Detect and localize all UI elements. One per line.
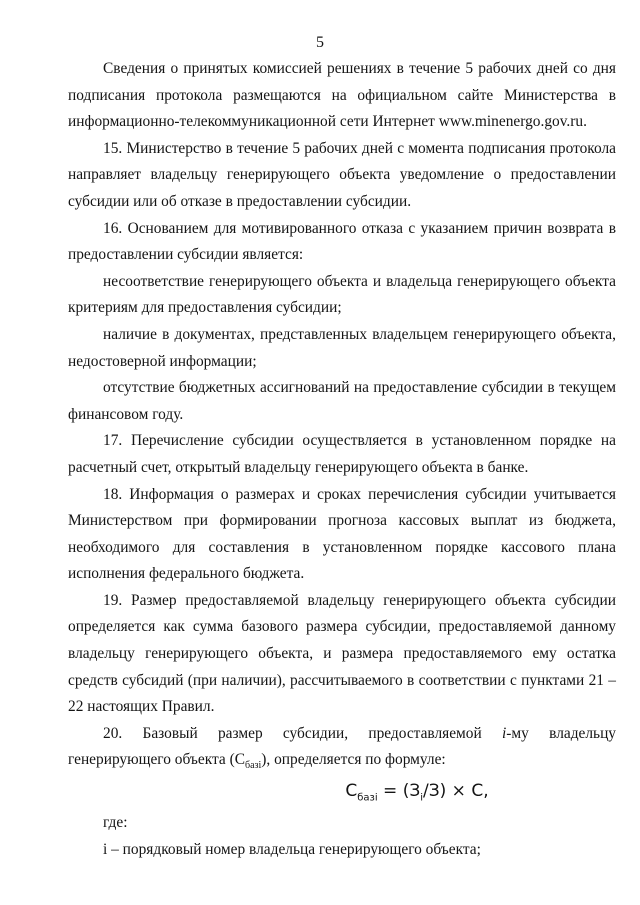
- formula-rhs-subscript: i: [420, 792, 424, 804]
- paragraph-publication: Сведения о принятых комиссией решениях в течение 5 рабочих дней со дня подписания протокола размещаются на официальном сайте Министерства в информационно-телекоммуникационной сети Интернет www.minenergo.gov.ru.: [68, 60, 616, 131]
- document-body: [68, 56, 616, 863]
- formula-lhs: С: [345, 781, 358, 802]
- paragraph-20-i-variable: i: [502, 724, 507, 742]
- paragraph-19: 19. Размер предоставляемой владельцу генерирующего объекта субсидии определяется как сумма базового размера субсидии, предоставляемой данному владельцу генерирующего объекта, и размера предоставляемого ему остатка средств субсидий (при наличии), рассчитываемого в соответствии с пунктами 21 – 22 настоящих Правил.: [68, 591, 616, 716]
- formula-lhs-subscript: базi: [357, 792, 378, 804]
- formula-rest: /З) × С,: [423, 781, 489, 802]
- paragraph-17: 17. Перечисление субсидии осуществляется в установленном порядке на расчетный счет, открытый владельцу генерирующего объекта в банке.: [68, 432, 616, 476]
- page-number: 5: [316, 34, 324, 51]
- paragraph-15: 15. Министерство в течение 5 рабочих дней с момента подписания протокола направляет владельцу генерирующего объекта уведомление о предоставлении субсидии или об отказе в предоставлении субсидии.: [68, 139, 616, 210]
- paragraph-20-tail: ), определяется по формуле:: [261, 751, 446, 769]
- where-label: где:: [103, 814, 128, 832]
- paragraph-20-lead: 20. Базовый размер субсидии, предоставляемой: [103, 724, 503, 742]
- paragraph-18: 18. Информация о размерах и сроках перечисления субсидии учитывается Министерством при формировании прогноза кассовых выплат из бюджета, необходимого для составления в установленном порядке кассового плана исполнения федерального бюджета.: [68, 485, 616, 583]
- definition-i: i – порядковый номер владельца генерирующего объекта;: [103, 840, 481, 858]
- paragraph-16-item-1: несоответствие генерирующего объекта и владельца генерирующего объекта критериям для предоставления субсидии;: [68, 272, 616, 317]
- paragraph-16-item-3: отсутствие бюджетных ассигнований на предоставление субсидии в текущем финансовом году.: [68, 379, 616, 423]
- formula: [218, 776, 616, 806]
- paragraph-20: [68, 721, 616, 774]
- paragraph-16-item-2: наличие в документах, представленных владельцем генерирующего объекта, недостоверной информации;: [68, 325, 616, 370]
- paragraph-16: 16. Основанием для мотивированного отказа с указанием причин возврата в предоставлении субсидии является:: [68, 219, 616, 264]
- paragraph-20-after-i: -му владельцу генерирующего объекта (С: [68, 724, 616, 769]
- formula-rhs: = (З: [377, 781, 421, 802]
- paragraph-20-subscript: базi: [244, 760, 262, 772]
